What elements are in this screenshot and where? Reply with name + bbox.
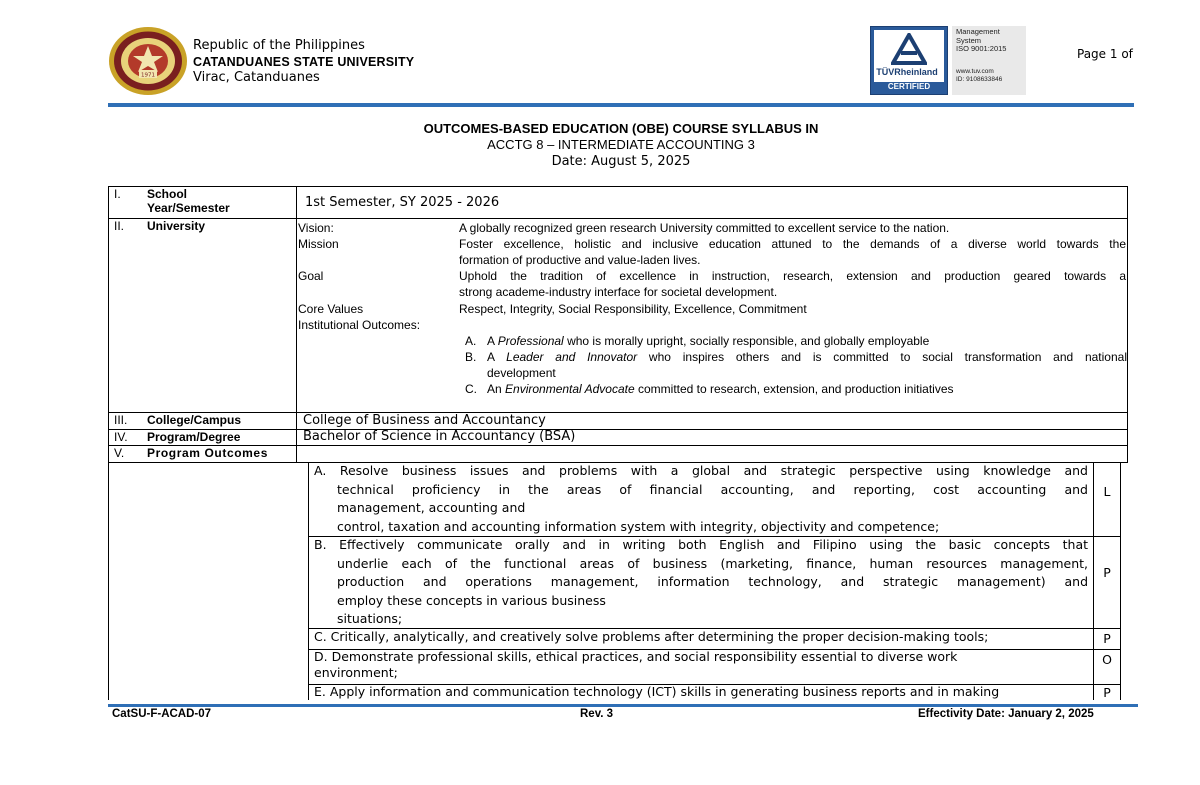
io-text: who inspires others and is committed to social transformation and national: [637, 350, 1127, 364]
tuv-brand: TÜVRheinland: [876, 67, 938, 77]
section-number: I.: [114, 187, 121, 201]
goal-text-2: strong academe-industry interface for societal development.: [459, 285, 778, 299]
program-value: Bachelor of Science in Accountancy (BSA): [303, 429, 576, 444]
outcome-code: L: [1103, 484, 1111, 499]
io-text: A: [487, 334, 498, 348]
outcome-line: management, accounting and: [337, 500, 526, 515]
table-border: [296, 186, 297, 462]
outcome-line: situations;: [337, 611, 403, 626]
list-item: [465, 333, 1127, 349]
table-border: [108, 412, 1128, 413]
core-values-label: Core Values: [298, 302, 364, 316]
section-label-university: University: [147, 219, 206, 233]
cert-line: System: [956, 35, 982, 45]
table-border: [108, 186, 1128, 187]
goal-text-1: Uphold the tradition of excellence in instruction, research, extension and production geared towards a: [459, 269, 1126, 283]
outcomes-border: [308, 462, 309, 700]
outcome-line: environment;: [314, 665, 398, 680]
outcome-line: D. Demonstrate professional skills, ethical practices, and social responsibility essential to diverse work: [314, 649, 958, 664]
certification-info: [952, 26, 1026, 95]
course-title: ACCTG 8 – INTERMEDIATE ACCOUNTING 3: [487, 137, 755, 152]
io-text: committed to research, extension, and production initiatives: [634, 382, 954, 396]
io-text: development: [487, 366, 556, 380]
io-text: A: [487, 350, 507, 364]
section-label-college: College/Campus: [147, 413, 242, 427]
syllabus-date: Date: August 5, 2025: [551, 154, 691, 169]
io-emphasis: Environmental Advocate: [505, 382, 635, 396]
semester-value: 1st Semester, SY 2025 - 2026: [305, 195, 500, 210]
program-outcome-c: [314, 628, 1088, 647]
cert-line: ISO 9001:2015: [956, 44, 1007, 53]
footer-divider: [108, 704, 1138, 707]
institutional-outcomes-list: [465, 333, 1127, 397]
list-letter: C.: [465, 382, 477, 396]
cert-url: www.tuv.com: [956, 67, 994, 75]
outcome-line: underlie each of the functional areas of business (marketing, finance, human resources management,: [337, 555, 1088, 571]
outcome-line: B. Effectively communicate orally and in writing both English and Filipino using the basic concepts that: [314, 537, 1088, 552]
label-part: Year/Semester: [147, 201, 230, 215]
table-border: [108, 218, 1128, 219]
core-values-text: Respect, Integrity, Social Responsibility, Excellence, Commitment: [459, 302, 807, 316]
tuv-triangle-icon: [891, 33, 927, 65]
io-text: An: [487, 382, 506, 396]
iso-certification-badge: [870, 26, 1026, 95]
section-label-program: Program/Degree: [147, 430, 241, 444]
section-label-school-year: [147, 187, 230, 215]
section-number: III.: [114, 413, 128, 427]
location-line: Virac, Catanduanes: [193, 70, 320, 85]
table-border: [108, 186, 109, 700]
program-outcome-b: [314, 536, 1088, 629]
program-outcome-d: [314, 649, 1088, 681]
vision-text: A globally recognized green research University committed to excellent service to the nation.: [459, 221, 950, 235]
syllabus-title: [0, 121, 1200, 170]
tuv-logo: [870, 26, 948, 95]
mission-text-2: formation of productive and value-laden lives.: [459, 253, 701, 267]
seal-year: 1971: [141, 72, 155, 79]
label-part: School: [147, 187, 188, 201]
program-outcome-a: [314, 462, 1088, 536]
section-number: V.: [114, 446, 125, 460]
section-number: II.: [114, 219, 125, 233]
program-outcome-e: [314, 684, 1090, 700]
effectivity-date: Effectivity Date: January 2, 2025: [918, 708, 1094, 720]
list-item: [465, 381, 1127, 397]
table-border: [108, 429, 1128, 430]
outcome-line: A. Resolve business issues and problems with a global and strategic perspective using knowledge and: [314, 463, 1088, 478]
form-code: CatSU-F-ACAD-07: [112, 708, 212, 720]
header-text: [193, 38, 414, 86]
outcome-line: technical proficiency in the areas of financial accounting, and reporting, cost accounting and: [337, 481, 1088, 497]
io-emphasis: Leader and Innovator: [506, 350, 638, 364]
section-number: IV.: [114, 430, 128, 444]
outcome-line: C. Critically, analytically, and creatively solve problems after determining the proper decision-making tools;: [314, 629, 989, 644]
vision-label: Vision:: [298, 221, 334, 235]
header-divider: [108, 103, 1134, 107]
outcome-line: production and operations management, information technology, and strategic management) and: [337, 574, 1088, 589]
institutional-outcomes-label: Institutional Outcomes:: [298, 318, 421, 332]
outcome-line: employ these concepts in various business: [337, 592, 606, 608]
revision-number: Rev. 3: [580, 708, 614, 720]
list-letter: B.: [465, 350, 477, 364]
title-line-1: OUTCOMES-BASED EDUCATION (OBE) COURSE SYLLABUS IN: [423, 121, 819, 136]
goal-label: Goal: [298, 269, 324, 283]
university-seal: [108, 26, 188, 96]
page-number: Page 1 of: [1077, 47, 1133, 61]
section-label-program-outcomes: Program Outcomes: [147, 446, 268, 460]
mission-label: Mission: [298, 237, 339, 251]
republic-line: Republic of the Philippines: [193, 38, 365, 53]
table-border: [1127, 186, 1128, 462]
college-value: College of Business and Accountancy: [303, 413, 546, 428]
list-item-continuation: [465, 365, 1127, 381]
outcome-code: P: [1103, 565, 1111, 580]
outcome-line: E. Apply information and communication technology (ICT) skills in generating business reports and in making: [314, 684, 1000, 699]
list-item: [465, 349, 1127, 365]
cert-id: ID: 9108633846: [956, 76, 1003, 83]
mission-text-1: Foster excellence, holistic and inclusive education attuned to the demands of a diverse world towards the: [459, 237, 1126, 251]
outcomes-border: [1093, 462, 1094, 700]
outcomes-border: [1120, 462, 1121, 700]
list-letter: A.: [465, 334, 477, 348]
outcome-code: P: [1103, 685, 1111, 700]
university-name: CATANDUANES STATE UNIVERSITY: [193, 55, 415, 69]
certified-label: CERTIFIED: [887, 82, 931, 91]
io-text: who is morally upright, socially responsible, and globally employable: [563, 334, 930, 348]
outcome-code: O: [1102, 652, 1112, 667]
outcome-line: control, taxation and accounting information system with integrity, objectivity and competence;: [337, 518, 940, 534]
outcome-code: P: [1103, 631, 1111, 646]
io-emphasis: Professional: [497, 334, 564, 348]
cert-line: Management: [956, 27, 1000, 36]
